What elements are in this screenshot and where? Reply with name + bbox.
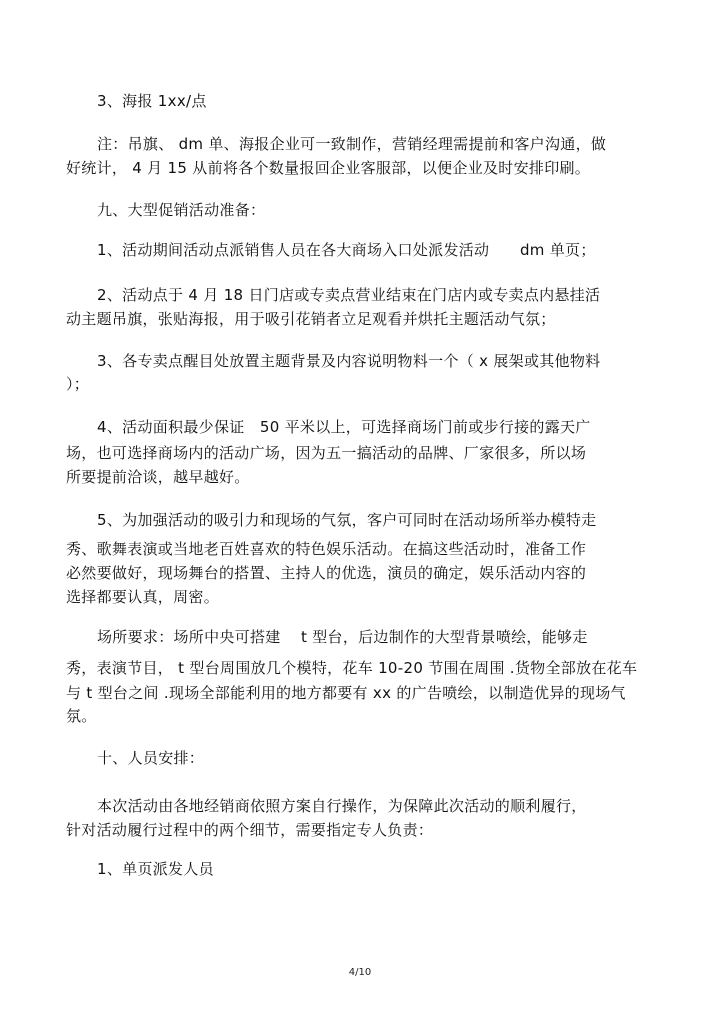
- section-heading: 十、人员安排：: [97, 749, 205, 767]
- text-line: 注：吊旗、 dm 单、海报企业可一致制作，营销经理需提前和客户沟通，做: [97, 135, 607, 153]
- text-line: 所要提前洽谈，越早越好。: [66, 468, 250, 486]
- section-heading: 九、大型促销活动准备：: [97, 201, 266, 219]
- text-line: 4、活动面积最少保证 50 平米以上，可选择商场门前或步行接的露天广: [97, 418, 591, 436]
- text-line: 动主题吊旗，张贴海报，用于吸引花销者立足观看并烘托主题活动气氛；: [66, 310, 556, 328]
- text-line: 必然要做好，现场舞台的搭置、主持人的优选，演员的确定，娱乐活动内容的: [66, 564, 587, 582]
- text-line: 秀、歌舞表演或当地老百姓喜欢的特色娱乐活动。在搞这些活动时，准备工作: [66, 540, 587, 558]
- text-line: 场，也可选择商场内的活动广场，因为五一搞活动的品牌、厂家很多，所以场: [66, 444, 587, 462]
- text-line: 秀，表演节目， t 型台周围放几个模特，花车 10-20 节围在周围 .货物全部放在花车: [66, 659, 638, 677]
- text-line: 3、各专卖点醒目处放置主题背景及内容说明物料一个（ x 展架或其他物料: [97, 352, 601, 370]
- text-line: 与 t 型台之间 .现场全部能利用的地方都要有 xx 的广告喷绘，以制造优异的现场气: [66, 684, 626, 702]
- text-line: 场所要求：场所中央可搭建 t 型台，后边制作的大型背景喷绘，能够走: [97, 628, 588, 646]
- text-line: 选择都要认真，周密。: [66, 588, 220, 606]
- text-line: 3、海报 1xx/点: [97, 92, 207, 110]
- text-line: ）；: [66, 375, 90, 393]
- text-line: 1、活动期间活动点派销售人员在各大商场入口处派发活动 dm 单页；: [97, 241, 596, 259]
- text-line: 5、为加强活动的吸引力和现场的气氛，客户可同时在活动场所举办模特走: [97, 511, 597, 529]
- text-line: 2、活动点于 4 月 18 日门店或专卖点营业结束在门店内或专卖点内悬挂活: [97, 286, 601, 304]
- text-line: 针对活动履行过程中的两个细节，需要指定专人负责：: [66, 821, 434, 839]
- text-line: 氛。: [66, 707, 97, 725]
- page-number: 4/10: [348, 967, 372, 978]
- text-line: 1、单页派发人员: [97, 860, 214, 878]
- text-line: 好统计， 4 月 15 从前将各个数量报回企业客服部，以便企业及时安排印刷。: [66, 159, 591, 177]
- text-line: 本次活动由各地经销商依照方案自行操作，为保障此次活动的顺利履行，: [97, 797, 587, 815]
